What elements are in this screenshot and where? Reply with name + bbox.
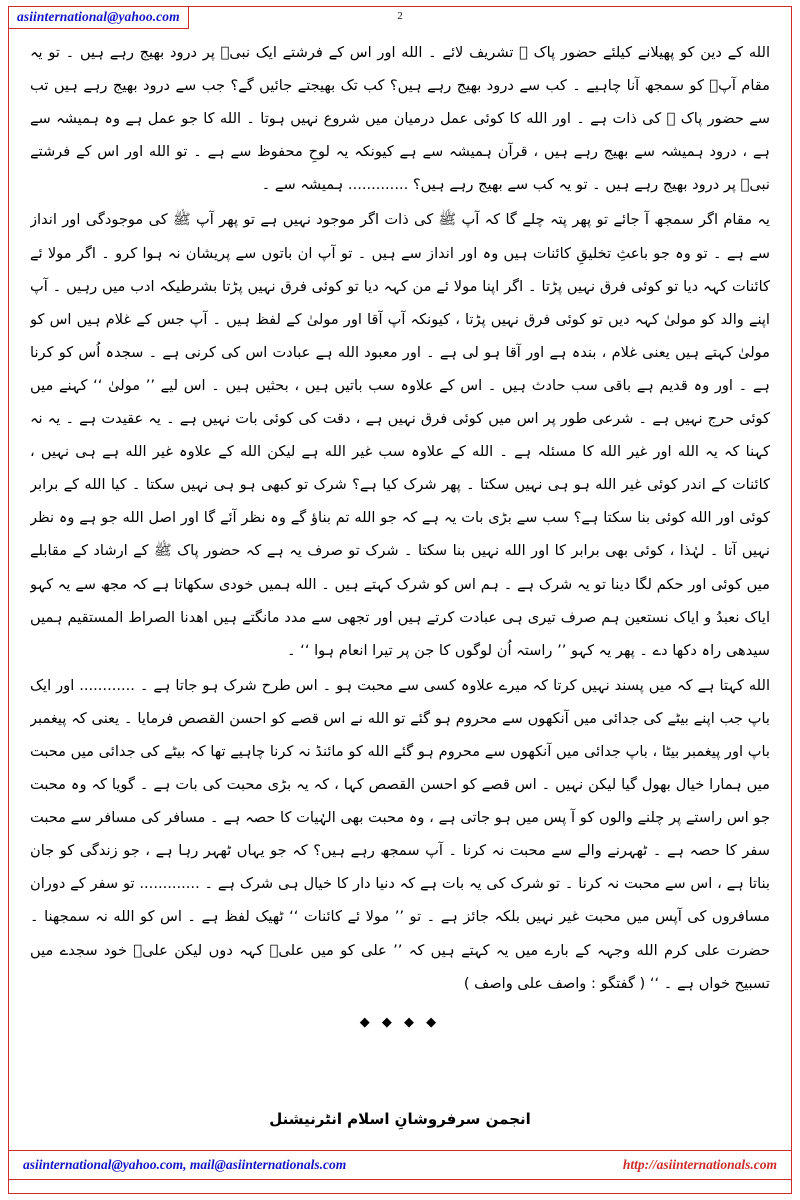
- organization-name: انجمن سرفروشانِ اسلام انٹرنیشنل: [269, 1110, 531, 1128]
- section-separator: ◆ ◆ ◆ ◆: [359, 1014, 441, 1030]
- footer-website[interactable]: http://asiinternationals.com: [622, 1157, 777, 1172]
- paragraph: یہ مقام اگر سمجھ آ جائے تو پھر پتہ چلے گا کہ آپ ﷺ کی ذات اگر موجود نہیں ہے تو پھر آپ ﷺ کی موجودگی اور انداز سے ہے ۔ تو وہ جو باعثِ تخلیقِ کائنات ہیں وہ اور انداز سے ہیں ۔ تو آپ ان باتوں سے پریشان نہ ہوا کرو ۔ اگر مولا ئے کائنات کہہ دیا تو کوئی فرق نہیں پڑتا ۔ اگر اپنا مولا ئے من کہہ دیا تو کوئی فرق نہیں پڑتا بشرطیکہ ادب میں رہیں ۔ آپ اپنے والد کو مولیٰ کہہ دیں تو کوئی فرق نہیں پڑتا ، کیونکہ آپ آقا اور مولیٰ کے لفظ ہیں ۔ آپ جس کے غلام ہیں اس کو مولیٰ کہتے ہیں یعنی غلام ، بندہ ہے اور آقا ہو لی ہے ۔ اور معبود الله ہے عبادت اس کی کرنی ہے ۔ سجدہ اُس کو کرنا ہے ۔ اور وہ قدیم ہے باقی سب حادث ہیں ۔ اس کے علاوہ سب باتیں ہیں ، بحثیں ہیں ۔ اس لیے ’’ مولیٰ ‘‘ کہنے میں کوئی حرج نہیں ہے ۔ شرعی طور پر اس میں کوئی فرق نہیں ہے ، دقت کی کوئی بات نہیں ہے ۔ یہ عقیدت ہے ۔ یہ نہ کہنا کہ یہ الله اور غیر الله کا مسئلہ ہے ۔ الله کے علاوہ سب غیر الله ہے لیکن الله کے علاوہ غیر الله ہے ہی نہیں ، کائنات کے اندر کوئی غیر الله ہو ہی نہیں سکتا ۔ پھر شرک کیا ہے؟ شرک تو کبھی ہو ہی نہیں سکتا ۔ کیا الله کے برابر کوئی اور الله کوئی بنا سکتا ہے؟ سب سے بڑی بات یہ ہے کہ جو الله تم بناؤ گے وہ نظر آئے گا اور اصل الله جو ہے وہ نظر نہیں آتا ۔ لہٰذا ، کوئی بھی برابر کا اور الله نہیں بنا سکتا ۔ شرک تو صرف یہ ہے کہ حضور پاک ﷺ کے ارشاد کے مقابلے میں کوئی اور حکم لگا دینا تو یہ شرک ہے ۔ ہم اس کو شرک کہتے ہیں ۔ الله ہمیں خودی سکھاتا ہے کہ مجھ سے یہ کہو ایاک نعبدُ و ایاک نستعین ہم صرف تیری ہی عبادت کرتے ہیں اور تجھی سے مدد مانگتے ہیں اھدنا الصراط المستقیم ہمیں سیدھی راہ دکھا دے ۔ پھر یہ کہو ’’ راستہ اُن لوگوں کا جن پر تیرا انعام ہوا ‘‘ ۔: [30, 211, 770, 659]
- footer-bar: [9, 1150, 791, 1180]
- page-number: 2: [397, 10, 403, 22]
- header-email: asiinternational@yahoo.com: [9, 7, 189, 29]
- paragraph: الله کہتا ہے کہ میں پسند نہیں کرتا کہ میرے علاوہ کسی سے محبت ہو ۔ اس طرح شرک ہو جاتا ہے ۔ ............ اور ایک باپ جب اپنے بیٹے کی جدائی میں آنکھوں سے محروم ہو گئے تو الله نے اس قصے کو احسن القصص فرمایا ۔ یعنی کہ پیغمبر باپ اور پیغمبر بیٹا ، باپ جدائی میں آنکھوں سے محروم ہو گئے الله کو مائنڈ نہ کرنا چاہیے تھا کہ بیٹے کی جدائی میں محبت میں ہمارا خیال بھول گیا لیکن نہیں ۔ اس قصے کو احسن القصص کہا ، کہ یہ بڑی محبت کی بات ہے ۔ گویا کہ وہ محبت جو اس راستے پر چلنے والوں کو آ پس میں ہو جاتی ہے ، وہ محبت بھی الہٰیات کا حصہ ہے ۔ مسافر کی مسافر سے محبت سفر کا حصہ ہے ۔ ٹھہرنے والے سے محبت نہ کرنا ۔ آپ سمجھ رہے ہیں؟ کہ جو یہاں ٹھہر رہا ہے ، جو زندگی کو جان بناتا ہے ، اس سے محبت نہ کرنا ۔ تو شرک کی یہ بات ہے کہ دنیا دار کا خیال ہی شرک ہے ۔ ............. تو سفر کے دوران مسافروں کی آپس میں محبت غیر نہیں بلکہ جائز ہے ۔ تو ’’ مولا ئے کائنات ‘‘ ٹھیک لفظ ہے ۔ اس کو الله نہ سمجھنا ۔ حضرت علی کرم الله وجہہ کے بارے میں یہ کہتے ہیں کہ ’’ علی کو میں علیؓ کہہ دوں لیکن علیؓ خود سجدے میں تسبیح خواں ہے ۔ ‘‘ ( گفتگو : واصف علی واصف ): [30, 676, 770, 992]
- paragraph: الله کے دین کو پھیلانے کیلئے حضور پاک ﷺ تشریف لائے ۔ الله اور اس کے فرشتے ایک نبیؐ پر درود بھیج رہے ہیں ۔ تو یہ مقام آپؐ کو سمجھ آنا چاہیے ۔ کب سے درود بھیج رہے ہیں؟ کب تک بھیجتے جائیں گے؟ جب سے درود بھیج رہے ہیں تب سے حضور پاک ﷺ کی ذات ہے ۔ اور الله کا کوئی عمل درمیان میں شروع نہیں ہوتا ۔ الله کا جو عمل ہے وہ ہمیشہ سے ہے ، درود ہمیشہ سے بھیج رہے ہیں ، قرآن ہمیشہ سے ہے کیونکہ یہ لوحِ محفوظ سے ہے ۔ تو الله اور اس کے فرشتے نبیؐ پر درود بھیج رہے ہیں ۔ تو یہ کب سے بھیج رہے ہیں؟ ............. ہمیشہ سے ۔: [30, 44, 770, 194]
- article-body: [30, 36, 770, 1104]
- footer-email[interactable]: asiinternational@yahoo.com, mail@asiinternationals.com: [23, 1157, 347, 1172]
